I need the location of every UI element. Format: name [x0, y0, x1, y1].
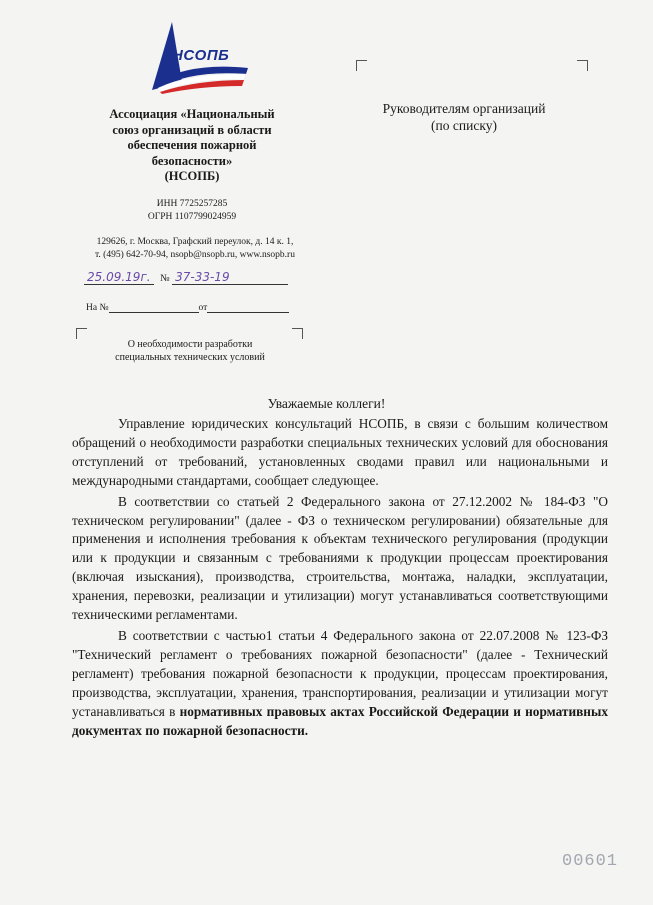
letter-subject: О необходимости разработки специальных технических условий: [115, 339, 265, 363]
paragraph-2: В соответствии со статьей 2 Федерального закона от 27.12.2002 № 184-ФЗ "О техническом регулировании" (далее - ФЗ о техническом регулировании) обязательные для применения и исполнения требования к объектам технического регулирования (продукции или к продукции и связанным с требованиями к продукции процессам проектирования (включая изыскания), производства, строительства, монтажа, наладки, эксплуатации, хранения, перевозки, реализации и утилизации) могут устанавливаться соответствующими техническими регламентами.: [72, 493, 608, 623]
outgoing-reg-line: [84, 270, 288, 285]
reply-to-line: На № от: [86, 303, 289, 313]
sender-address: 129626, г. Москва, Графский переулок, д. 14 к. 1, т. (495) 642-70-94, nsopb@nsopb.ru, www.nsopb.ru: [95, 237, 295, 260]
page-stamp-number: 00601: [562, 852, 619, 871]
paragraph-3: В соответствии с частью1 статьи 4 Федерального закона от 22.07.2008 № 123-ФЗ "Технический регламент о требованиях пожарной безопасности" (далее - Технический регламент) требования пожарной безопасности к продукции, процессам проектирования, производства, эксплуатации, хранения, транспортирования, реализации и утилизации могут устанавливаться в нормативных правовых актах Российской Федерации и нормативных документах по пожарной безопасности.: [72, 627, 608, 738]
emphasis-text: нормативных правовых актах Российской Федерации и нормативных документах по пожарной безопасности.: [72, 703, 608, 738]
handwritten-number: 37-33-19: [175, 270, 230, 284]
inn: ИНН 7725257285: [156, 199, 228, 209]
handwritten-date: 25.09.19г.: [87, 270, 151, 284]
number-sign: №: [160, 273, 170, 284]
letter-body: [72, 415, 608, 742]
corner-mark: [356, 60, 367, 71]
greeting: Уважаемые коллеги!: [267, 396, 386, 411]
sender-ids: [86, 198, 298, 224]
sender-org-name: Ассоциация «Национальный союз организаций в области обеспечения пожарной безопасности» (НСОПБ): [109, 107, 275, 183]
corner-mark: [577, 60, 588, 71]
paragraph-1: Управление юридических консультаций НСОПБ, в связи с большим количеством обращений о необходимости разработки специальных технических условий для обоснования отступлений от требований, установленных сводами правил или национальными и международными стандартами, сообщает следующее.: [72, 416, 608, 488]
ogrn: ОГРН 1107799024959: [147, 212, 237, 222]
addressee: Руководителям организаций (по списку): [382, 101, 546, 133]
logo-text: НСОПБ: [172, 47, 230, 64]
